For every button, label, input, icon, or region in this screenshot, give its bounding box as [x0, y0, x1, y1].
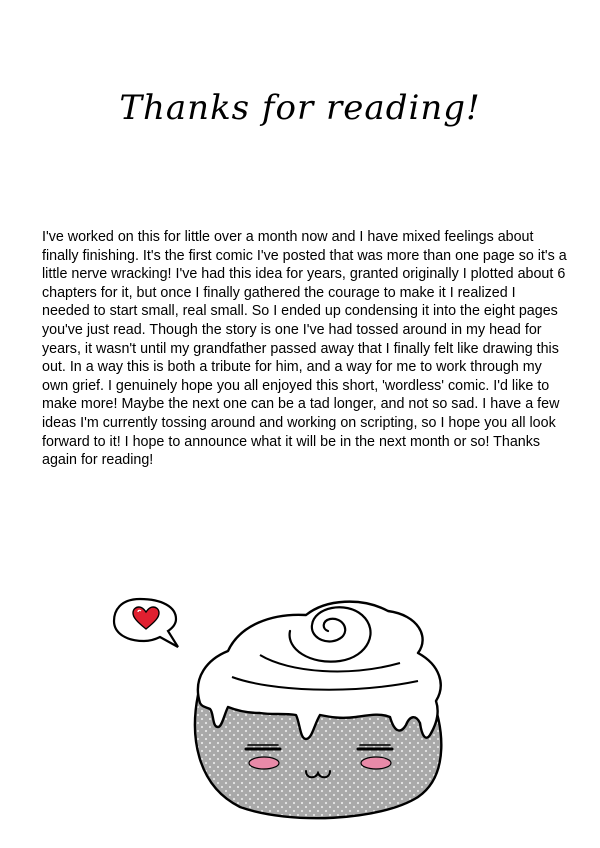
speech-bubble	[114, 599, 178, 647]
cinnamon-roll-illustration	[100, 585, 460, 825]
right-blush	[361, 757, 391, 769]
author-note: I've worked on this for little over a month now and I have mixed feelings about finally finishing. It's the first comic I've posted that was more than one page so it's a little nerve wracking! I've had this idea for years, granted originally I plotted about 6 chapters for it, but once I finally gathered the courage to make it I realized I needed to start small, real small. So I ended up condensing it into the eight pages you've just read. Though the story is one I've had tossed around in my head for years, it wasn't until my grandfather passed away that I finally felt like drawing this out. In a way this is both a tribute for him, and a way for me to work through my own grief. I genuinely hope you all enjoyed this short, 'wordless' comic. I'd like to make more! Maybe the next one can be a tad longer, and not so sad. I have a few ideas I'm currently tossing around and working on scripting, so I hope you all look forward to it! I hope to announce what it will be in the next month or so! Thanks again for reading!	[42, 229, 567, 469]
left-blush	[249, 757, 279, 769]
cinnamon-roll	[195, 602, 441, 819]
page-title: Thanks for reading!	[119, 88, 481, 128]
